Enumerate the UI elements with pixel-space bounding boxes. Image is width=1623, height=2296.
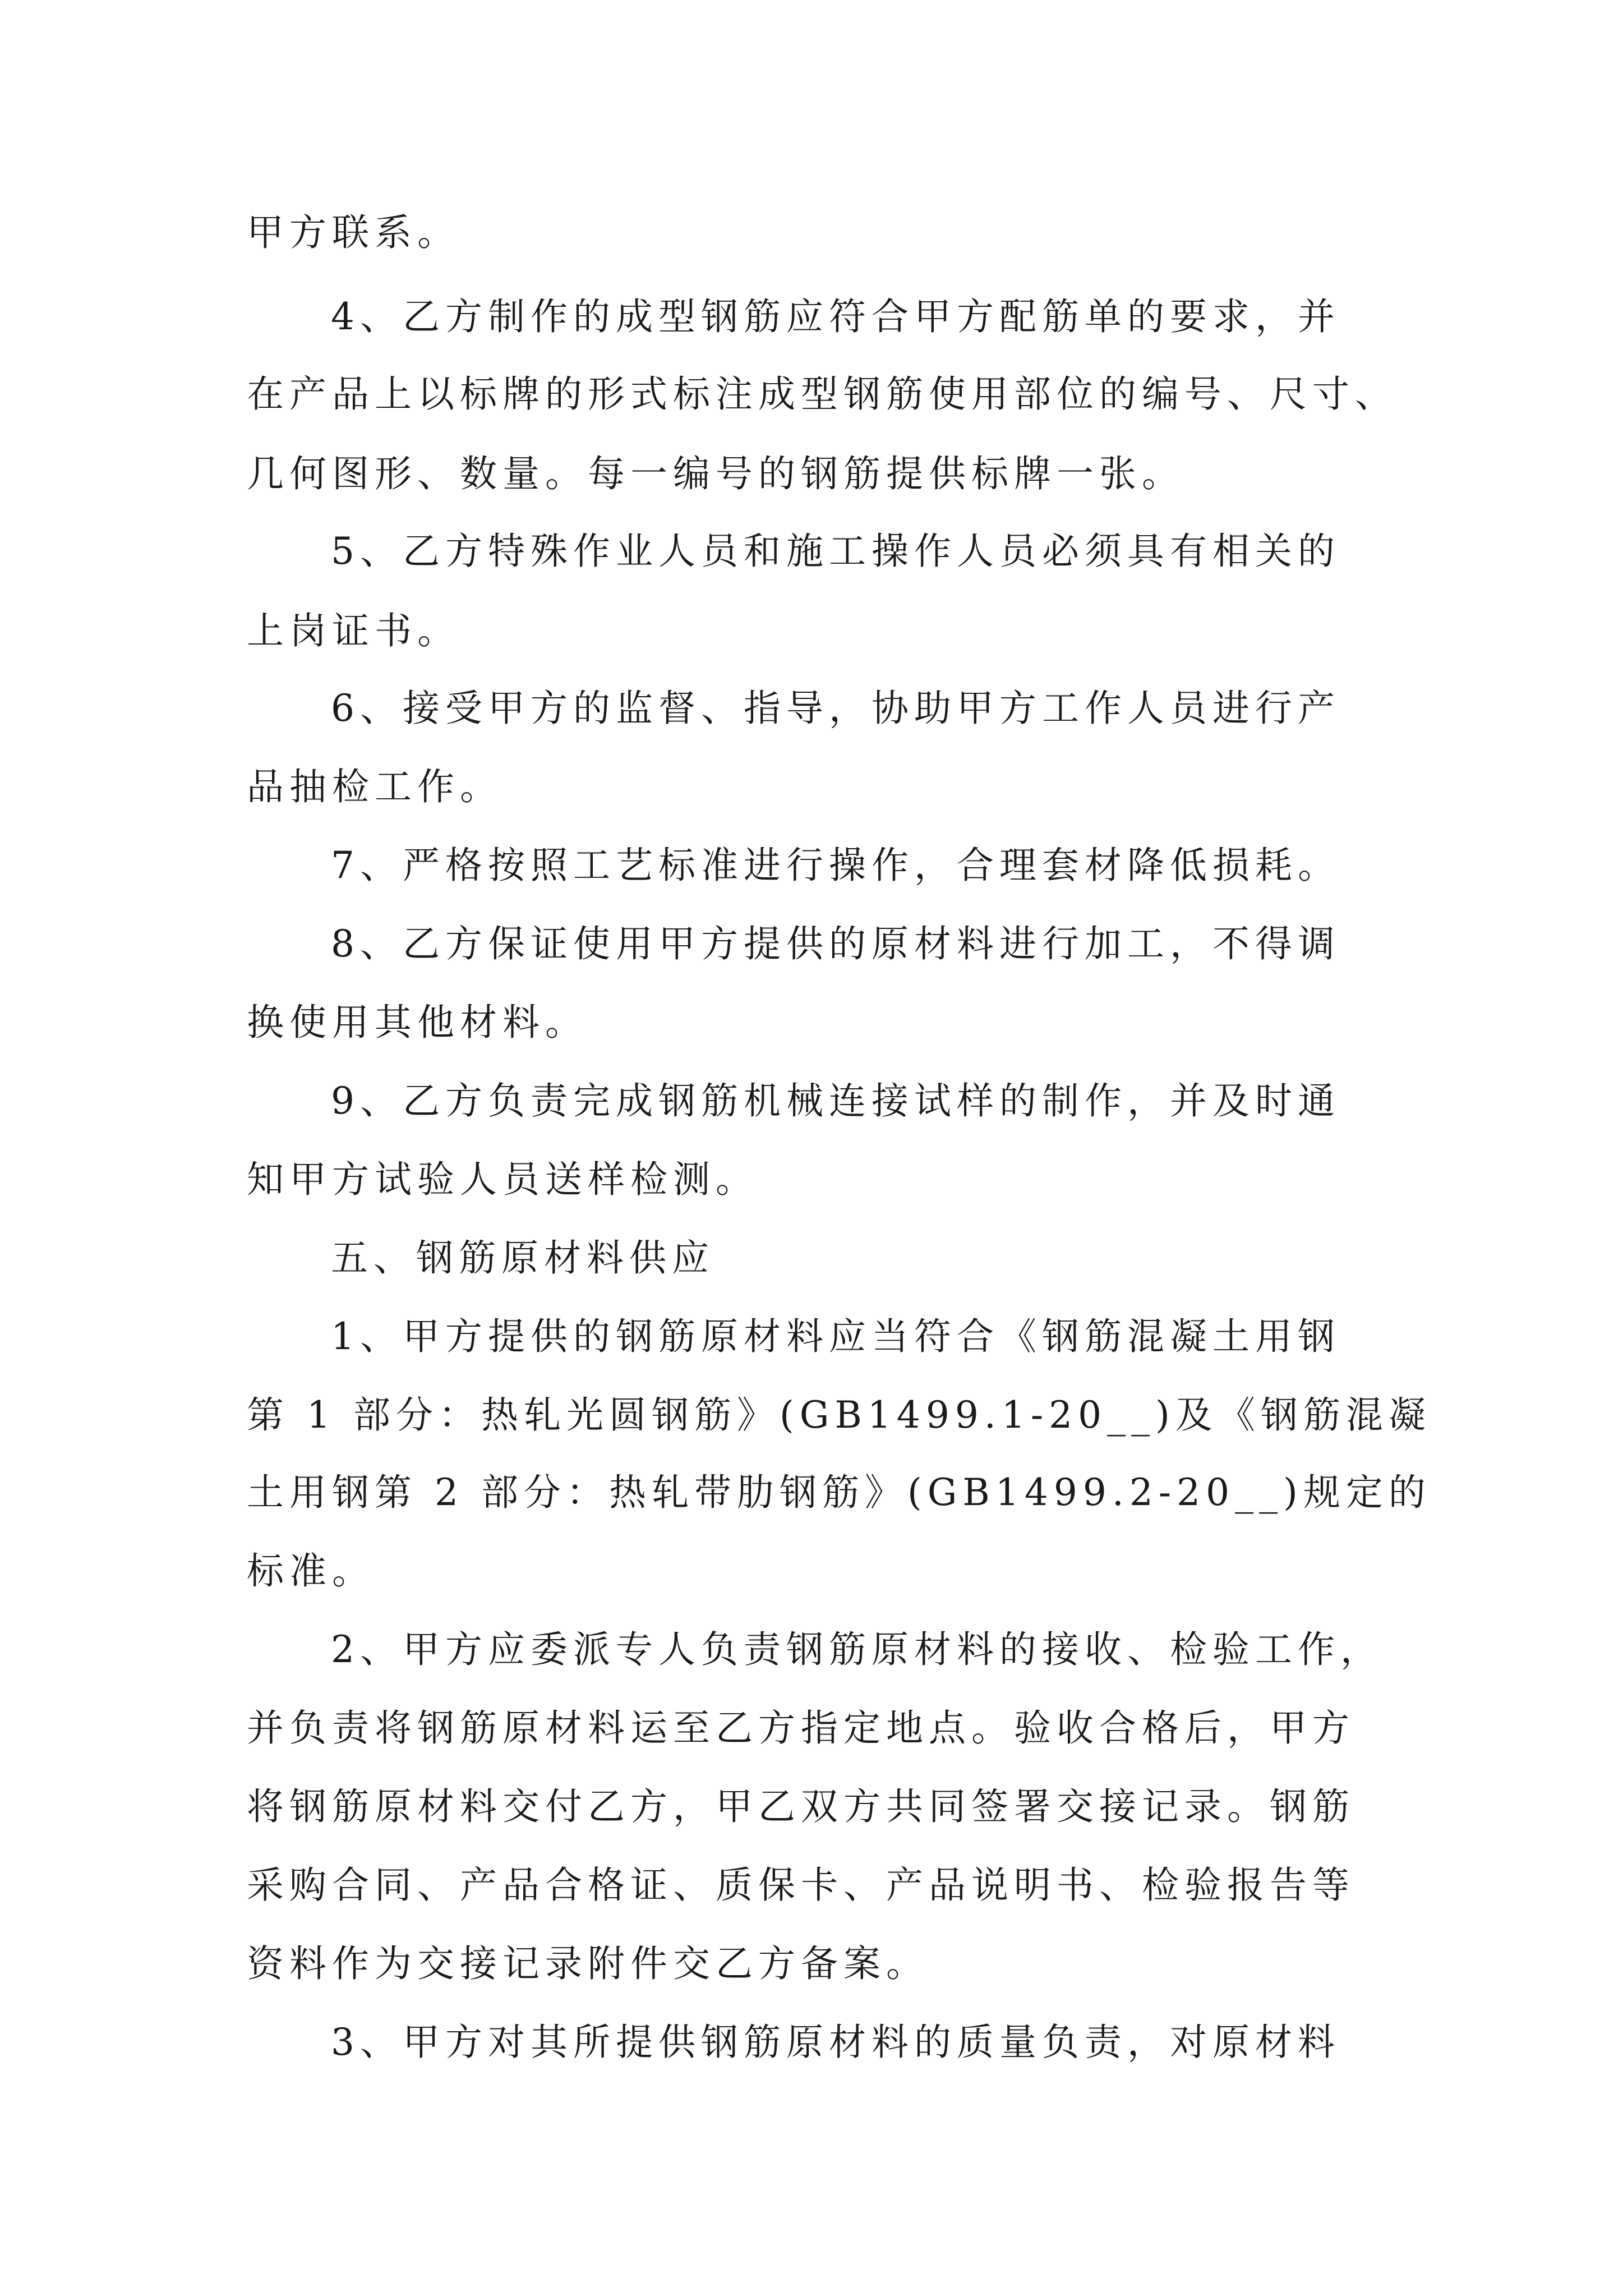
text-line: 标准。 <box>247 1549 375 1593</box>
text-line: 2、甲方应委派专人负责钢筋原材料的接收、检验工作， <box>331 1628 1383 1671</box>
text-line: 品抽检工作。 <box>247 765 502 808</box>
text-line: 几何图形、数量。每一编号的钢筋提供标牌一张。 <box>247 452 1184 495</box>
text-line: 上岗证书。 <box>247 609 460 652</box>
text-line: 3、甲方对其所提供钢筋原材料的质量负责，对原材料 <box>331 2021 1340 2064</box>
text-line: 5、乙方特殊作业人员和施工操作人员必须具有相关的 <box>331 530 1340 573</box>
text-line: 9、乙方负责完成钢筋机械连接试样的制作，并及时通 <box>331 1079 1340 1122</box>
text-line: 甲方联系。 <box>247 211 460 254</box>
section-heading: 五、钢筋原材料供应 <box>331 1236 714 1280</box>
text-line: 8、乙方保证使用甲方提供的原材料进行加工，不得调 <box>331 922 1340 965</box>
text-line: 1、甲方提供的钢筋原材料应当符合《钢筋混凝土用钢 <box>331 1315 1340 1358</box>
text-line: 第 1 部分：热轧光圆钢筋》(GB1499.1-20__)及《钢筋混凝 <box>247 1393 1431 1437</box>
text-line: 7、严格按照工艺标准进行操作，合理套材降低损耗。 <box>331 844 1340 887</box>
text-line: 并负责将钢筋原材料运至乙方指定地点。验收合格后，甲方 <box>247 1706 1355 1750</box>
text-line: 资料作为交接记录附件交乙方备案。 <box>247 1942 929 1985</box>
text-line: 知甲方试验人员送样检测。 <box>247 1158 758 1201</box>
text-line: 将钢筋原材料交付乙方，甲乙双方共同签署交接记录。钢筋 <box>247 1785 1355 1828</box>
text-line: 换使用其他材料。 <box>247 1001 588 1044</box>
text-line: 土用钢第 2 部分：热轧带肋钢筋》(GB1499.2-20__)规定的 <box>247 1471 1431 1514</box>
text-line: 4、乙方制作的成型钢筋应符合甲方配筋单的要求，并 <box>331 295 1340 338</box>
text-line: 在产品上以标牌的形式标注成型钢筋使用部位的编号、尺寸、 <box>247 372 1398 416</box>
text-line: 采购合同、产品合格证、质保卡、产品说明书、检验报告等 <box>247 1864 1355 1907</box>
text-line: 6、接受甲方的监督、指导，协助甲方工作人员进行产 <box>331 687 1340 730</box>
